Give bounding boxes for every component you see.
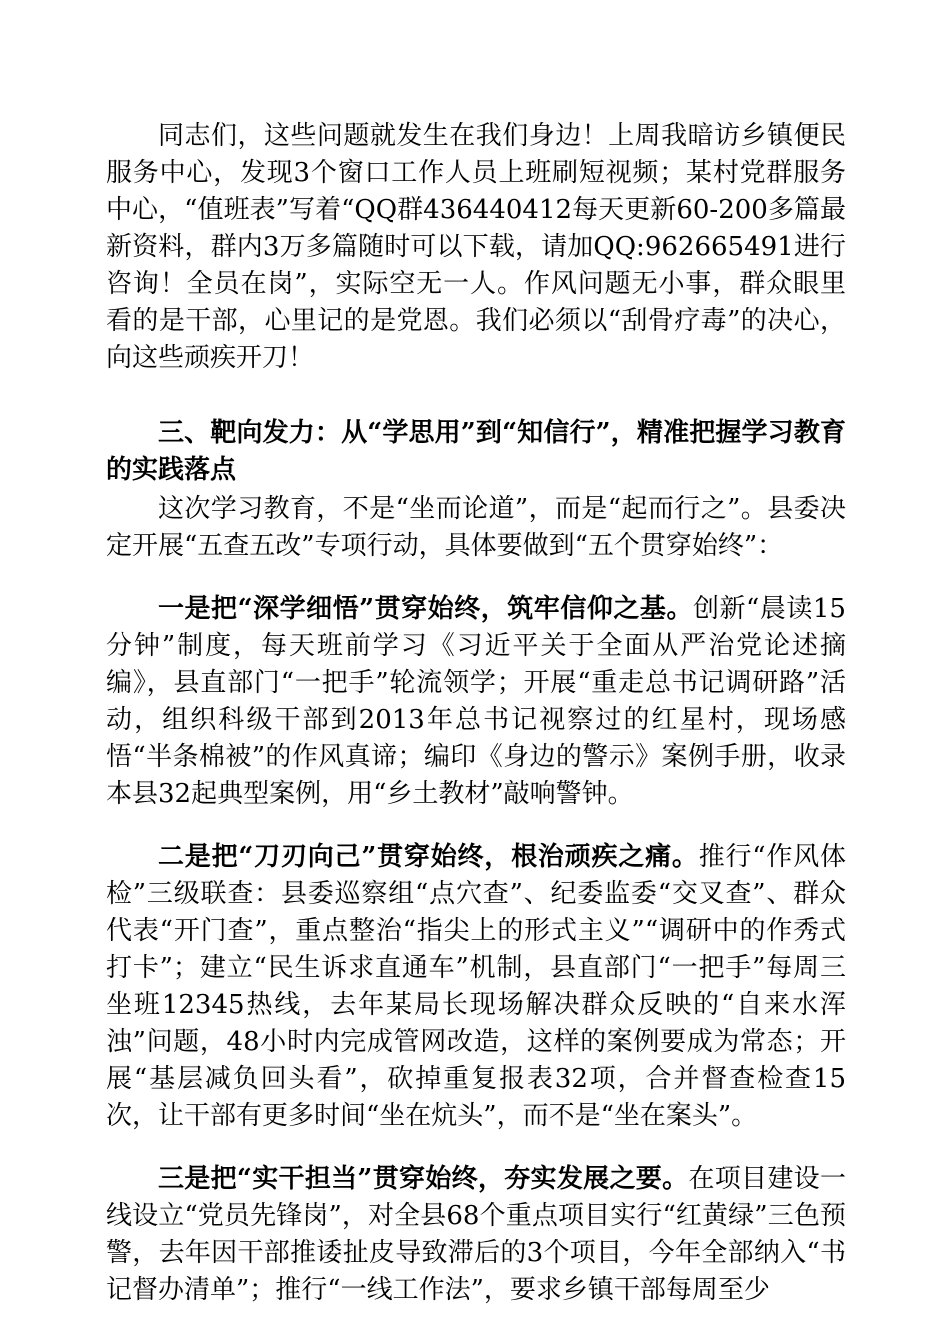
paragraph-item-3 [106,1161,846,1309]
paragraph-problems: 同志们，这些问题就发生在我们身边！上周我暗访乡镇便民服务中心，发现3个窗口工作人员上班刷短视频；某村党群服务中心，“值班表”写着“QQ群436440412每天更新60-200多篇最新资料，群内3万多篇随时可以下载，请加QQ:962665491进行咨询！全员在岗”，实际空无一人。作风问题无小事，群众眼里看的是干部，心里记的是党恩。我们必须以“刮骨疗毒”的决心，向这些顽疾开刀！ [106,121,846,373]
item-2-body: 推行“作风体检”三级联查：县委巡察组“点穴查”、纪委监委“交叉查”、群众代表“开门查”，重点整治“指尖上的形式主义”“调研中的作秀式打卡”；建立“民生诉求直通车”机制，县直部门“一把手”每周三坐班12345热线，去年某局长现场解决群众反映的“自来水浑浊”问题，48小时内完成管网改造，这样的案例要成为常态；开展“基层减负回头看”，砍掉重复报表32项，合并督查检查15次，让干部有更多时间“坐在炕头”，而不是“坐在案头”。 [106,842,846,1131]
paragraph-item-2 [106,839,846,1135]
item-3-lead: 三是把“实干担当”贯穿始终，夯实发展之要。 [158,1164,689,1194]
item-2-lead: 二是把“刀刃向己”贯穿始终，根治顽疾之痛。 [158,842,699,872]
section-heading-3: 三、靶向发力：从“学思用”到“知信行”，精准把握学习教育的实践落点 [106,418,846,485]
paragraph-intro: 这次学习教育，不是“坐而论道”，而是“起而行之”。县委决定开展“五查五改”专项行动，具体要做到“五个贯穿始终”： [106,494,846,561]
paragraph-item-1 [106,591,846,813]
item-1-body: 创新“晨读15分钟”制度，每天班前学习《习近平关于全面从严治党论述摘编》，县直部门“一把手”轮流领学；开展“重走总书记调研路”活动，组织科级干部到2013年总书记视察过的红星村，现场感悟“半条棉被”的作风真谛；编印《身边的警示》案例手册，收录本县32起典型案例，用“乡土教材”敲响警钟。 [106,594,846,809]
item-1-lead: 一是把“深学细悟”贯穿始终，筑牢信仰之基。 [158,594,693,624]
document-page [106,118,846,1309]
item-3-body: 在项目建设一线设立“党员先锋岗”，对全县68个重点项目实行“红黄绿”三色预警，去年因干部推诿扯皮导致滞后的3个项目，今年全部纳入“书记督办清单”；推行“一线工作法”，要求乡镇干部每周至少 [106,1164,846,1305]
